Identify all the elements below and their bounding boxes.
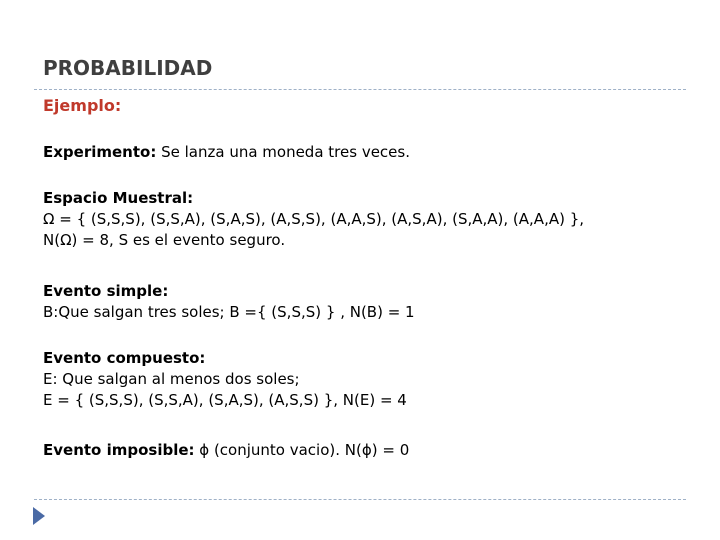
bottom-divider — [34, 499, 686, 500]
slide-title: PROBABILIDAD — [43, 56, 213, 80]
impossible-event-text: ϕ (conjunto vacio). N(ϕ) = 0 — [194, 441, 410, 459]
experiment-text: Se lanza una moneda tres veces. — [156, 143, 410, 161]
sample-space-set: Ω = { (S,S,S), (S,S,A), (S,A,S), (A,S,S), (A,A,S), (A,S,A), (S,A,A), (A,A,A) }, — [43, 210, 585, 228]
compound-event-block — [43, 348, 407, 411]
simple-event-text: B:Que salgan tres soles; B ={ (S,S,S) } , N(B) = 1 — [43, 303, 415, 321]
sample-space-count: N(Ω) = 8, S es el evento seguro. — [43, 231, 286, 249]
triangle-right-icon — [33, 507, 45, 525]
sample-space-block — [43, 188, 584, 251]
experiment-block — [43, 142, 410, 163]
top-divider — [34, 89, 686, 90]
compound-event-label: Evento compuesto: — [43, 349, 206, 367]
example-heading: Ejemplo: — [43, 96, 122, 115]
impossible-event-block — [43, 440, 409, 461]
sample-space-label: Espacio Muestral: — [43, 189, 194, 207]
compound-event-text: E: Que salgan al menos dos soles; — [43, 370, 300, 388]
simple-event-block — [43, 281, 415, 323]
experiment-label: Experimento: — [43, 143, 157, 161]
compound-event-set: E = { (S,S,S), (S,S,A), (S,A,S), (A,S,S) }, N(E) = 4 — [43, 391, 407, 409]
simple-event-label: Evento simple: — [43, 282, 169, 300]
impossible-event-label: Evento imposible: — [43, 441, 195, 459]
